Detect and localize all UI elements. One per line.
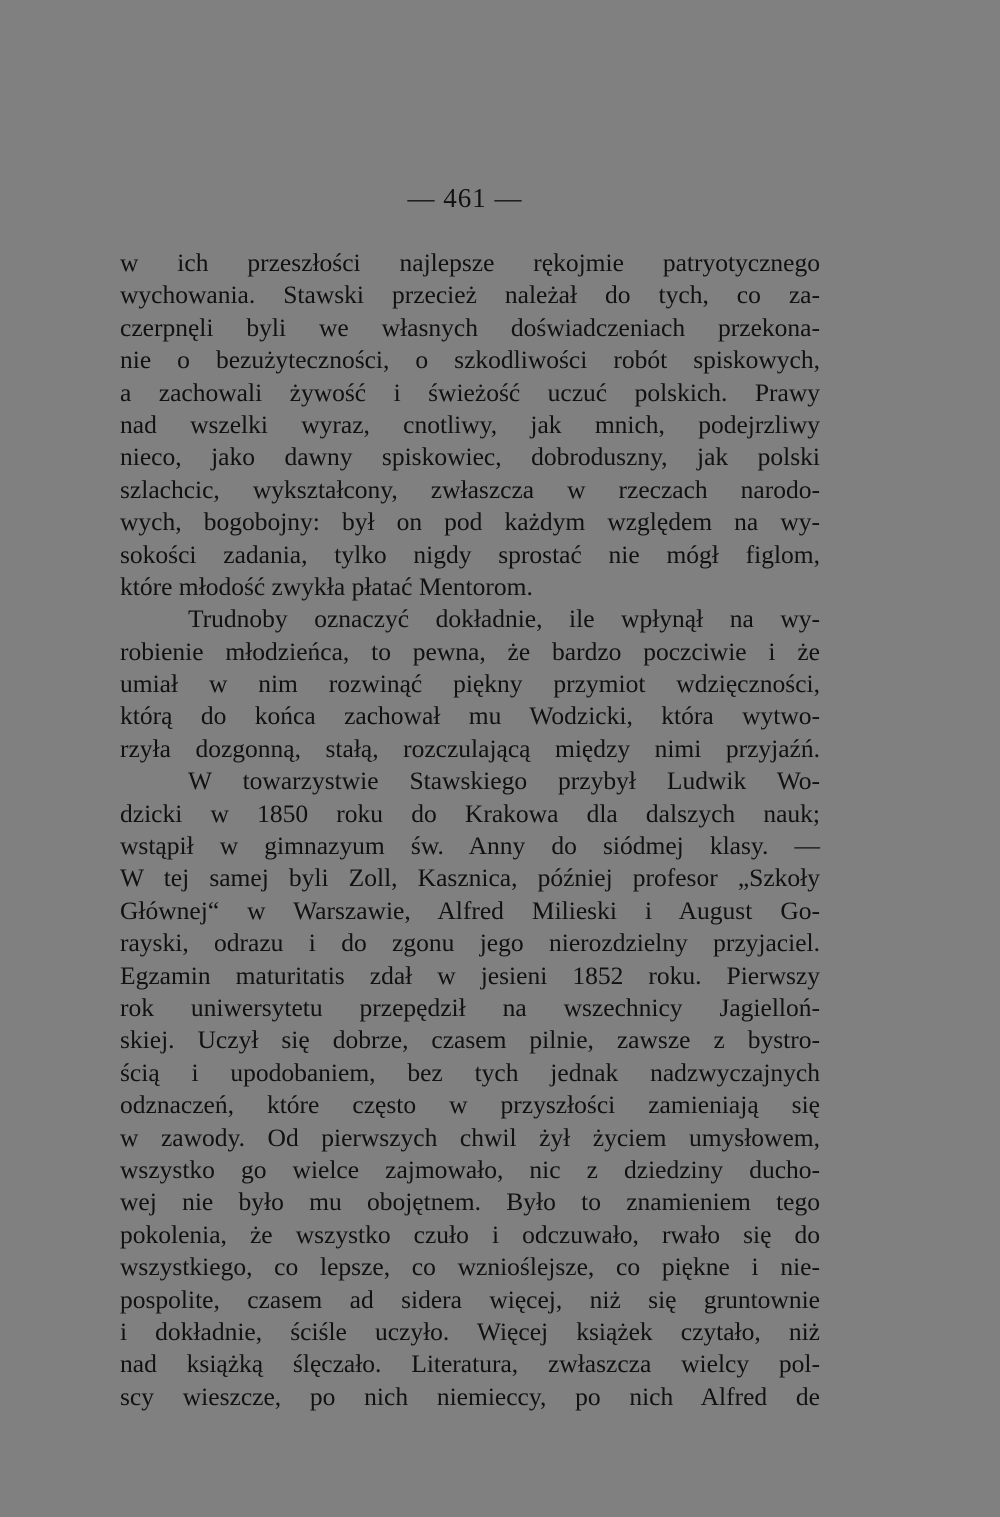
text-line: Trudnoby oznaczyć dokładnie, ile wpłynął na wy- xyxy=(188,604,820,634)
text-line: ścią i upodobaniem, bez tych jednak nadzwyczajnych xyxy=(120,1057,820,1087)
text-line: które młodość zwykła płatać Mentorom. xyxy=(120,571,533,601)
text-line: wszystkiego, co lepsze, co wznioślejsze, co piękne i nie- xyxy=(120,1252,820,1282)
text-line: nie o bezużyteczności, o szkodliwości robót spiskowych, xyxy=(120,345,820,375)
text-line: czerpnęli byli we własnych doświadczeniach przekona- xyxy=(120,312,820,342)
text-line: wych, bogobojny: był on pod każdym względem na wy- xyxy=(120,507,820,537)
text-line: rzyła dozgonną, stałą, rozczulającą między nimi przyjaźń. xyxy=(120,733,820,763)
text-line: Egzamin maturitatis zdał w jesieni 1852 roku. Pierwszy xyxy=(120,960,820,990)
text-line: wej nie było mu obojętnem. Było to znamieniem tego xyxy=(120,1187,820,1217)
text-line: W towarzystwie Stawskiego przybył Ludwik Wo- xyxy=(188,766,820,796)
text-line: odznaczeń, które często w przyszłości zamieniają się xyxy=(120,1090,820,1120)
text-line: pospolite, czasem ad sidera więcej, niż się gruntownie xyxy=(120,1284,820,1314)
page-number: — 461 — xyxy=(407,183,523,213)
text-line: wychowania. Stawski przecież należał do tych, co za- xyxy=(120,280,820,310)
text-line: nad wszelki wyraz, cnotliwy, jak mnich, podejrzliwy xyxy=(120,409,820,439)
text-line: dzicki w 1850 roku do Krakowa dla dalszych nauk; xyxy=(120,798,820,828)
text-line: skiej. Uczył się dobrze, czasem pilnie, zawsze z bystro- xyxy=(120,1025,820,1055)
text-line: rok uniwersytetu przepędził na wszechnicy Jagielloń- xyxy=(120,992,820,1022)
text-line: W tej samej byli Zoll, Kasznica, później profesor „Szkoły xyxy=(120,863,820,893)
text-line: którą do końca zachował mu Wodzicki, która wytwo- xyxy=(120,701,820,731)
text-line: rayski, odrazu i do zgonu jego nierozdzielny przyjaciel. xyxy=(120,928,820,958)
text-line: pokolenia, że wszystko czuło i odczuwało, rwało się do xyxy=(120,1219,820,1249)
text-line: a zachowali żywość i świeżość uczuć polskich. Prawy xyxy=(120,377,820,407)
text-line: umiał w nim rozwinąć piękny przymiot wdzięczności, xyxy=(120,669,820,699)
text-line: nad książką ślęczało. Literatura, zwłaszcza wielcy pol- xyxy=(120,1349,820,1379)
text-line: sokości zadania, tylko nigdy sprostać nie mógł figlom, xyxy=(120,539,820,569)
text-line: w zawody. Od pierwszych chwil żył życiem umysłowem, xyxy=(120,1122,820,1152)
text-line: w ich przeszłości najlepsze rękojmie patryotycznego xyxy=(120,248,820,277)
text-line: wstąpił w gimnazyum św. Anny do siódmej klasy. — xyxy=(120,831,820,861)
text-line: robienie młodzieńca, to pewna, że bardzo poczciwie i że xyxy=(120,636,820,666)
text-line: wszystko go wielce zajmowało, nic z dziedziny ducho- xyxy=(120,1154,820,1184)
text-line: i dokładnie, ściśle uczyło. Więcej książek czytało, niż xyxy=(120,1316,820,1346)
text-line: szlachcic, wykształcony, zwłaszcza w rzeczach narodo- xyxy=(120,474,820,504)
text-line: scy wieszcze, po nich niemieccy, po nich Alfred de xyxy=(120,1381,820,1411)
text-line: nieco, jako dawny spiskowiec, dobroduszny, jak polski xyxy=(120,442,820,472)
body-text xyxy=(120,247,820,1413)
text-line: Głównej“ w Warszawie, Alfred Milieski i August Go- xyxy=(120,895,820,925)
